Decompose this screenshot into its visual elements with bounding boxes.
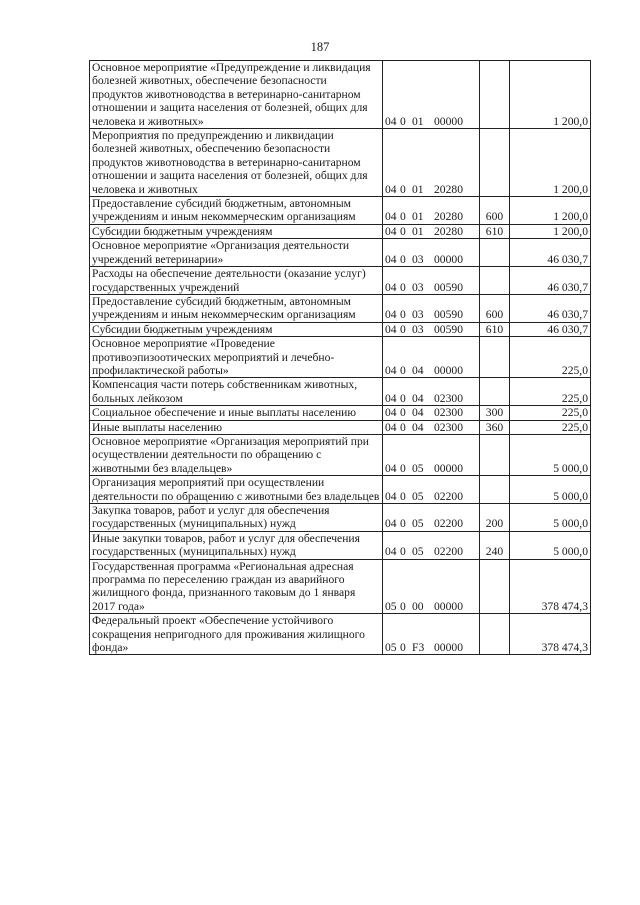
amount: 5 000,0 (510, 434, 591, 475)
code-subprogram: 0 (400, 599, 406, 613)
amount: 1 200,0 (510, 224, 591, 238)
code-activity: 05 (412, 489, 424, 503)
code-direction: 00000 (434, 641, 463, 655)
code-subprogram: 0 (400, 363, 406, 377)
expense-type-code: 360 (480, 420, 510, 434)
code-activity: 03 (412, 280, 424, 294)
table-row (90, 476, 591, 504)
code-direction: 00000 (434, 461, 463, 475)
code-direction: 00000 (434, 363, 463, 377)
code-activity: F3 (412, 641, 425, 655)
code-activity: 05 (412, 461, 424, 475)
row-description: Федеральный проект «Обеспечение устойчивого сокращения непригодного для проживания жилищного фонда» (90, 614, 383, 655)
code-subprogram: 0 (400, 210, 406, 224)
amount: 225,0 (510, 337, 591, 378)
code-direction: 00000 (434, 252, 463, 266)
expense-type-code (480, 434, 510, 475)
amount: 46 030,7 (510, 267, 591, 295)
code-program: 05 (385, 599, 397, 613)
code-direction: 02300 (434, 420, 463, 434)
target-article-code (383, 129, 480, 197)
code-program: 04 (385, 224, 397, 238)
target-article-code (383, 476, 480, 504)
amount: 378 474,3 (510, 559, 591, 614)
budget-table-body (90, 61, 591, 655)
code-activity: 01 (412, 114, 424, 128)
code-subprogram: 0 (400, 114, 406, 128)
code-subprogram: 0 (400, 182, 406, 196)
code-program: 04 (385, 406, 397, 420)
code-activity: 05 (412, 517, 424, 531)
code-subprogram: 0 (400, 420, 406, 434)
code-subprogram: 0 (400, 391, 406, 405)
row-description: Основное мероприятие «Предупреждение и ликвидация болезней животных, обеспечение безопасности продуктов животноводства в ветеринарно-санитарном отношении и защита населения от болезней, общих для человека и животных» (90, 61, 383, 129)
expense-type-code (480, 239, 510, 267)
code-program: 04 (385, 363, 397, 377)
table-row (90, 434, 591, 475)
code-subprogram: 0 (400, 322, 406, 336)
row-description: Иные закупки товаров, работ и услуг для обеспечения государственных (муниципальных) нужд (90, 531, 383, 559)
code-program: 05 (385, 641, 397, 655)
code-activity: 00 (412, 599, 424, 613)
expense-type-code: 610 (480, 224, 510, 238)
amount: 225,0 (510, 378, 591, 406)
expense-type-code (480, 559, 510, 614)
code-program: 04 (385, 489, 397, 503)
code-activity: 04 (412, 420, 424, 434)
code-subprogram: 0 (400, 280, 406, 294)
table-row (90, 322, 591, 336)
code-activity: 01 (412, 182, 424, 196)
target-article-code (383, 322, 480, 336)
code-subprogram: 0 (400, 641, 406, 655)
target-article-code (383, 224, 480, 238)
expense-type-code (480, 129, 510, 197)
code-activity: 04 (412, 391, 424, 405)
target-article-code (383, 61, 480, 129)
row-description: Мероприятия по предупреждению и ликвидации болезней животных, обеспечению безопасности продуктов животноводства в ветеринарно-санитарном отношении и защита населения от болезней, общих для человека и животных (90, 129, 383, 197)
code-direction: 02300 (434, 406, 463, 420)
amount: 5 000,0 (510, 504, 591, 532)
code-direction: 02200 (434, 517, 463, 531)
code-program: 04 (385, 114, 397, 128)
code-direction: 02200 (434, 545, 463, 559)
code-program: 04 (385, 391, 397, 405)
amount: 46 030,7 (510, 239, 591, 267)
code-activity: 04 (412, 406, 424, 420)
code-direction: 20280 (434, 224, 463, 238)
row-description: Основное мероприятие «Организация деятельности учреждений ветеринарии» (90, 239, 383, 267)
table-row (90, 406, 591, 420)
target-article-code (383, 406, 480, 420)
row-description: Основное мероприятие «Организация мероприятий при осуществлении деятельности по обращению с животными без владельцев» (90, 434, 383, 475)
code-direction: 02300 (434, 391, 463, 405)
code-subprogram: 0 (400, 517, 406, 531)
table-row (90, 129, 591, 197)
expense-type-code (480, 614, 510, 655)
code-program: 04 (385, 252, 397, 266)
code-direction: 00590 (434, 322, 463, 336)
table-row (90, 559, 591, 614)
row-description: Предоставление субсидий бюджетным, автономным учреждениям и иным некоммерческим организациям (90, 197, 383, 225)
page-number: 187 (310, 40, 330, 54)
expense-type-code (480, 378, 510, 406)
code-direction: 20280 (434, 210, 463, 224)
row-description: Субсидии бюджетным учреждениям (90, 322, 383, 336)
expense-type-code (480, 61, 510, 129)
target-article-code (383, 197, 480, 225)
code-program: 04 (385, 545, 397, 559)
table-row (90, 378, 591, 406)
table-row (90, 531, 591, 559)
amount: 5 000,0 (510, 476, 591, 504)
expense-type-code: 300 (480, 406, 510, 420)
amount: 46 030,7 (510, 322, 591, 336)
amount: 225,0 (510, 420, 591, 434)
table-row (90, 267, 591, 295)
code-activity: 03 (412, 252, 424, 266)
code-program: 04 (385, 322, 397, 336)
code-activity: 01 (412, 224, 424, 238)
row-description: Социальное обеспечение и иные выплаты населению (90, 406, 383, 420)
expense-type-code: 610 (480, 322, 510, 336)
row-description: Закупка товаров, работ и услуг для обеспечения государственных (муниципальных) нужд (90, 504, 383, 532)
row-description: Организация мероприятий при осуществлении деятельности по обращению с животными без владельцев (90, 476, 383, 504)
amount: 1 200,0 (510, 197, 591, 225)
code-program: 04 (385, 517, 397, 531)
code-subprogram: 0 (400, 461, 406, 475)
target-article-code (383, 337, 480, 378)
target-article-code (383, 614, 480, 655)
expense-type-code (480, 267, 510, 295)
expense-type-code: 200 (480, 504, 510, 532)
code-direction: 00590 (434, 280, 463, 294)
row-description: Субсидии бюджетным учреждениям (90, 224, 383, 238)
row-description: Иные выплаты населению (90, 420, 383, 434)
amount: 1 200,0 (510, 129, 591, 197)
table-row (90, 420, 591, 434)
code-subprogram: 0 (400, 224, 406, 238)
row-description: Предоставление субсидий бюджетным, автономным учреждениям и иным некоммерческим организациям (90, 294, 383, 322)
row-description: Компенсация части потерь собственникам животных, больных лейкозом (90, 378, 383, 406)
target-article-code (383, 531, 480, 559)
target-article-code (383, 434, 480, 475)
code-subprogram: 0 (400, 545, 406, 559)
table-row (90, 294, 591, 322)
code-program: 04 (385, 210, 397, 224)
code-direction: 20280 (434, 182, 463, 196)
code-program: 04 (385, 308, 397, 322)
code-subprogram: 0 (400, 308, 406, 322)
table-row (90, 197, 591, 225)
amount: 225,0 (510, 406, 591, 420)
target-article-code (383, 239, 480, 267)
target-article-code (383, 420, 480, 434)
code-activity: 04 (412, 363, 424, 377)
code-direction: 02200 (434, 489, 463, 503)
code-direction: 00000 (434, 114, 463, 128)
expense-type-code: 240 (480, 531, 510, 559)
table-row (90, 614, 591, 655)
amount: 1 200,0 (510, 61, 591, 129)
row-description: Расходы на обеспечение деятельности (оказание услуг) государственных учреждений (90, 267, 383, 295)
target-article-code (383, 504, 480, 532)
table-row (90, 61, 591, 129)
row-description: Государственная программа «Региональная адресная программа по переселению граждан из аварийного жилищного фонда, признанного таковым до 1 января 2017 года» (90, 559, 383, 614)
expense-type-code (480, 476, 510, 504)
code-subprogram: 0 (400, 252, 406, 266)
expense-type-code: 600 (480, 197, 510, 225)
code-direction: 00000 (434, 599, 463, 613)
target-article-code (383, 559, 480, 614)
code-activity: 01 (412, 210, 424, 224)
target-article-code (383, 378, 480, 406)
code-activity: 03 (412, 308, 424, 322)
code-program: 04 (385, 420, 397, 434)
code-program: 04 (385, 182, 397, 196)
target-article-code (383, 267, 480, 295)
expense-type-code (480, 337, 510, 378)
code-program: 04 (385, 461, 397, 475)
amount: 5 000,0 (510, 531, 591, 559)
amount: 46 030,7 (510, 294, 591, 322)
code-activity: 05 (412, 545, 424, 559)
code-activity: 03 (412, 322, 424, 336)
code-direction: 00590 (434, 308, 463, 322)
table-row (90, 337, 591, 378)
code-subprogram: 0 (400, 406, 406, 420)
table-row (90, 239, 591, 267)
row-description: Основное мероприятие «Проведение противоэпизоотических мероприятий и лечебно-профилактической работы» (90, 337, 383, 378)
code-program: 04 (385, 280, 397, 294)
table-row (90, 224, 591, 238)
budget-table (89, 60, 591, 655)
table-row (90, 504, 591, 532)
amount: 378 474,3 (510, 614, 591, 655)
target-article-code (383, 294, 480, 322)
expense-type-code: 600 (480, 294, 510, 322)
code-subprogram: 0 (400, 489, 406, 503)
